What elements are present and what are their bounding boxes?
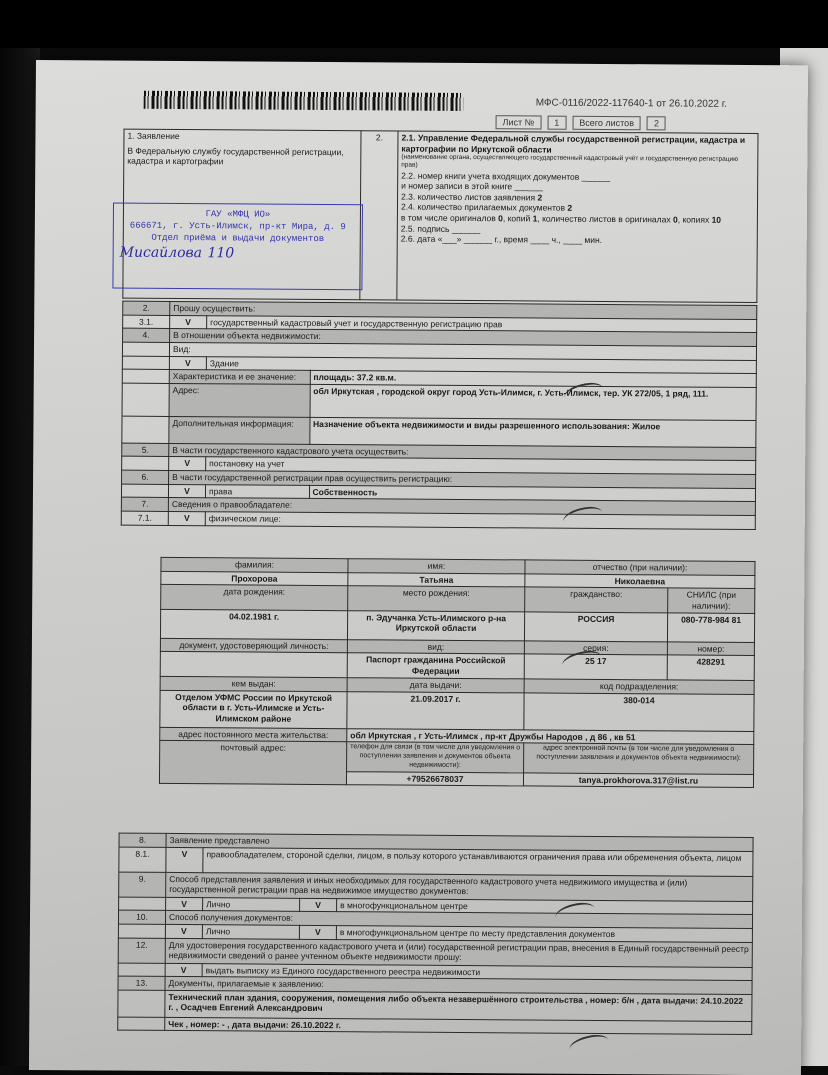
address-value: обл Иркутская , городской округ город Усть-Илимск, г. Усть-Илимск, тер. УК 272/05, 1 ряд, 111. xyxy=(310,384,757,420)
address-label: Адрес: xyxy=(169,383,310,417)
birth-place: п. Эдучанка Усть-Илимского р-на Иркутской области xyxy=(347,610,524,640)
row-7-1: физическом лице: xyxy=(205,512,755,529)
section-2-sheets: 2.3. количество листов заявления 2 xyxy=(401,191,543,203)
row-8-1: правообладателем, стороной сделки, лицом, в пользу которого устанавливаются ограничения права или обременения объекта, лицом xyxy=(203,847,753,876)
row-7-title: Сведения о правообладателе: xyxy=(168,498,755,516)
sheet-label: Лист № xyxy=(496,115,542,129)
row-12-title: Для удостоверения государственного кадастрового учета и (или) государственной регистрации прав, внесения в Единый государственный реестр недвижимости сведений о ранее учтенном объекте недвижимости прошу: xyxy=(165,938,752,967)
vid-label: Вид: xyxy=(169,342,756,360)
area-value: площадь: 37.2 кв.м. xyxy=(310,371,757,388)
surname: Прохорова xyxy=(161,571,348,586)
ownership-type: Собственность xyxy=(309,485,756,502)
section-2-date: 2.6. дата «___» ______ г., время ____ ч., ____ мин. xyxy=(400,233,603,246)
row-3-title: Прошу осуществить: xyxy=(170,301,757,319)
residence-address: обл Иркутская , г Усть-Илимск , пр-кт Дружбы Народов , д 86 , кв 51 xyxy=(347,728,754,744)
section-2-num: 2. xyxy=(360,131,398,300)
section-1-num: 1. Заявление xyxy=(127,130,180,142)
total-value: 2 xyxy=(647,116,666,130)
division-code: 380-014 xyxy=(524,693,754,732)
form-table: 2. Прошу осуществить: 3.1. V государственный кадастровый учет и государственную регистрацию прав 4. В отношении объекта недвижимости: Вид: V Здание Характеристика и ее значение: площадь: 37.2 кв.м. Адрес: обл Иркутская , городской округ город Усть-Илимск, г. Усть-Илимск, тер. УК 272/05, 1 ряд, 111. Дополнительная информация: Назначение объекта недвижимости и виды разрешенного использования: Жилое 5. В части государственного кадастрового учета осуществить: V постановку на учет 6. В части государственной регистрации прав осуществить регистрацию: V права Собственность 7. Сведения о правообладателе: 7.1. V физическом лице: xyxy=(121,301,758,530)
snils: 080-778-984 81 xyxy=(667,612,754,642)
section-2-signature: 2.5. подпись ______ xyxy=(400,223,481,234)
section-2-record: и номер записи в этой книге ______ xyxy=(401,180,543,192)
bottom-table: 8. Заявление представлено 8.1. V правообладателем, стороной сделки, лицом, в пользу которого устанавливаются ограничения права или обременения объекта, лицом 9. Способ представления заявления и иных необходимых для государственного кадастрового учета недвижимого имущества и (или) государственной регистрации прав на недвижимое имущество документов: V Лично V в многофункциональном центре 10. Способ получения документов: V Лично V в многофункциональном центре по месту представления документов 12. Для удостоверения государственного кадастрового учета и (или) государственной регистрации прав, внесения в Единый государственный реестр недвижимости сведений о ранее учтенном объекте недвижимости прошу: V выдать выписку из Единого государственного реестра недвижимости 13. Документы, прилагаемые к заявлению: Технический план здания, сооружения, помещения либо объекта незавершённого строительства , номер: б/н , дата выдачи: 24.10.2022 г. , Осадчев Евгений Александрович Чек , номер: - , дата выдачи: 26.10.2022 г. xyxy=(117,833,753,1036)
stamp-signature: Мисайлова xyxy=(119,245,203,262)
submit-personally: Лично xyxy=(203,897,300,911)
section-2-originals: в том числе оригиналов 0, копий 1, количество листов в оригиналах 0, копиях 10 xyxy=(400,212,722,225)
email: tanya.prokhorova.317@list.ru xyxy=(523,773,753,788)
row-6-title: В части государственной регистрации прав осуществить регистрацию: xyxy=(169,470,756,488)
total-label: Всего листов xyxy=(572,116,641,130)
phone: +79526678037 xyxy=(346,771,523,786)
section-2-docs: 2.4. количество прилагаемых документов 2 xyxy=(400,201,573,214)
row-10-title: Способ получения документов: xyxy=(165,911,752,929)
section-1-addressee: В Федеральную службу государственной регистрации, кадастра и картографии xyxy=(127,145,344,167)
person-table: фамилия: имя: отчество (при наличии): Прохорова Татьяна Николаевна дата рождения: место рождения: гражданство: СНИЛС (при наличии): 04.02.1981 г. п. Эдучанка Усть-Илимского р-на Иркутской области РОССИЯ 080-778-984 81 документ, удостоверяющий личность: вид: серия: номер: Паспорт гражданина Российской Федерации 25 17 428291 кем выдан: дата выдачи: код подразделения: Отделом УФМС России по Иркутской области в г. Усть-Илимске и Усть-Илимском районе 21.09.2017 г. 380-014 адрес постоянного места жительства: обл Иркутская , г Усть-Илимск , пр-кт Дружбы Народов , д 86 , кв 51 почтовый адрес: телефон для связи (в том числе для уведомления о поступлении заявления и документов объекта недвижимости): адрес электронной почты (в том числе для уведомления о поступлении заявления и документов объекта недвижимости): +79526678037 tanya.prokhorova.317@list.ru xyxy=(159,557,756,788)
sheet-info xyxy=(496,115,667,130)
receive-mfc: в многофункциональном центре по месту представления документов xyxy=(336,925,752,942)
first-name: Татьяна xyxy=(348,572,525,587)
section-2-authority-sub: (наименование органа, осуществляющего государственный кадастровый учёт и государственную регистрацию прав) xyxy=(401,153,738,170)
harakt-label: Характеристика и ее значение: xyxy=(169,370,310,385)
barcode xyxy=(144,91,464,111)
row-4-title: В отношении объекта недвижимости: xyxy=(170,329,757,347)
id-doc-type: Паспорт гражданина Российской Федерации xyxy=(347,653,524,679)
row-13-title: Документы, прилагаемые к заявлению: xyxy=(165,977,752,995)
initials-scribble xyxy=(568,1031,611,1058)
section-2-authority: 2.1. Управление Федеральной службы государственной регистрации, кадастра и картографии по Иркутской области xyxy=(401,132,746,155)
issued-by: Отделом УФМС России по Иркутской области в г. Усть-Илимске и Усть-Илимском районе xyxy=(160,690,347,728)
top-dark-band xyxy=(0,0,828,48)
passport-series: 25 17 xyxy=(524,654,667,680)
row-5-title: В части государственного кадастрового учета осуществить: xyxy=(169,443,756,461)
row-9-title: Способ представления заявления и иных необходимых для государственного кадастрового учета недвижимого имущества и (или) государственной регистрации прав на недвижимое имущество документов: xyxy=(166,872,753,901)
sheet-value: 1 xyxy=(547,116,566,130)
citizenship: РОССИЯ xyxy=(524,611,667,641)
object-type: Здание xyxy=(206,356,756,373)
row-3-1: государственный кадастровый учет и государственную регистрацию прав xyxy=(207,315,757,332)
birth-date: 04.02.1981 г. xyxy=(160,609,347,639)
attached-doc-1: Технический план здания, сооружения, помещения либо объекта незавершённого строительства , номер: б/н , дата выдачи: 24.10.2022 г. , Осадчев Евгений Александрович xyxy=(165,990,752,1021)
document-page xyxy=(29,60,808,1075)
row-12-value: выдать выписку из Единого государственного реестра недвижимости xyxy=(202,963,752,980)
passport-number: 428291 xyxy=(667,655,754,681)
row-5-value: постановку на учет xyxy=(206,457,756,474)
section-2-cell xyxy=(397,131,758,303)
extra-info-label: Дополнительная информация: xyxy=(169,416,310,444)
registration-number: МФС-0116/2022-117640-1 от 26.10.2022 г. xyxy=(535,97,728,110)
check-mark: V xyxy=(170,315,207,329)
section-2-book: 2.2. номер книги учета входящих документов ______ xyxy=(401,170,611,182)
extra-info-value: Назначение объекта недвижимости и виды разрешенного использования: Жилое xyxy=(309,417,756,447)
row-6-right: права xyxy=(205,484,309,498)
mfc-stamp: ГАУ «МФЦ ИО» 666671, г. Усть-Илимск, пр-кт Мира, д. 9 Отдел приёма и выдачи документов Мисайлова 110 xyxy=(112,203,363,291)
patronymic: Николаевна xyxy=(525,574,755,589)
issue-date: 21.09.2017 г. xyxy=(347,691,524,729)
attached-doc-2: Чек , номер: - , дата выдачи: 26.10.2022 г. xyxy=(165,1017,752,1035)
receive-personally: Лично xyxy=(202,925,299,939)
submit-mfc: в многофункциональном центре xyxy=(337,898,753,915)
row-8-title: Заявление представлено xyxy=(166,833,753,851)
